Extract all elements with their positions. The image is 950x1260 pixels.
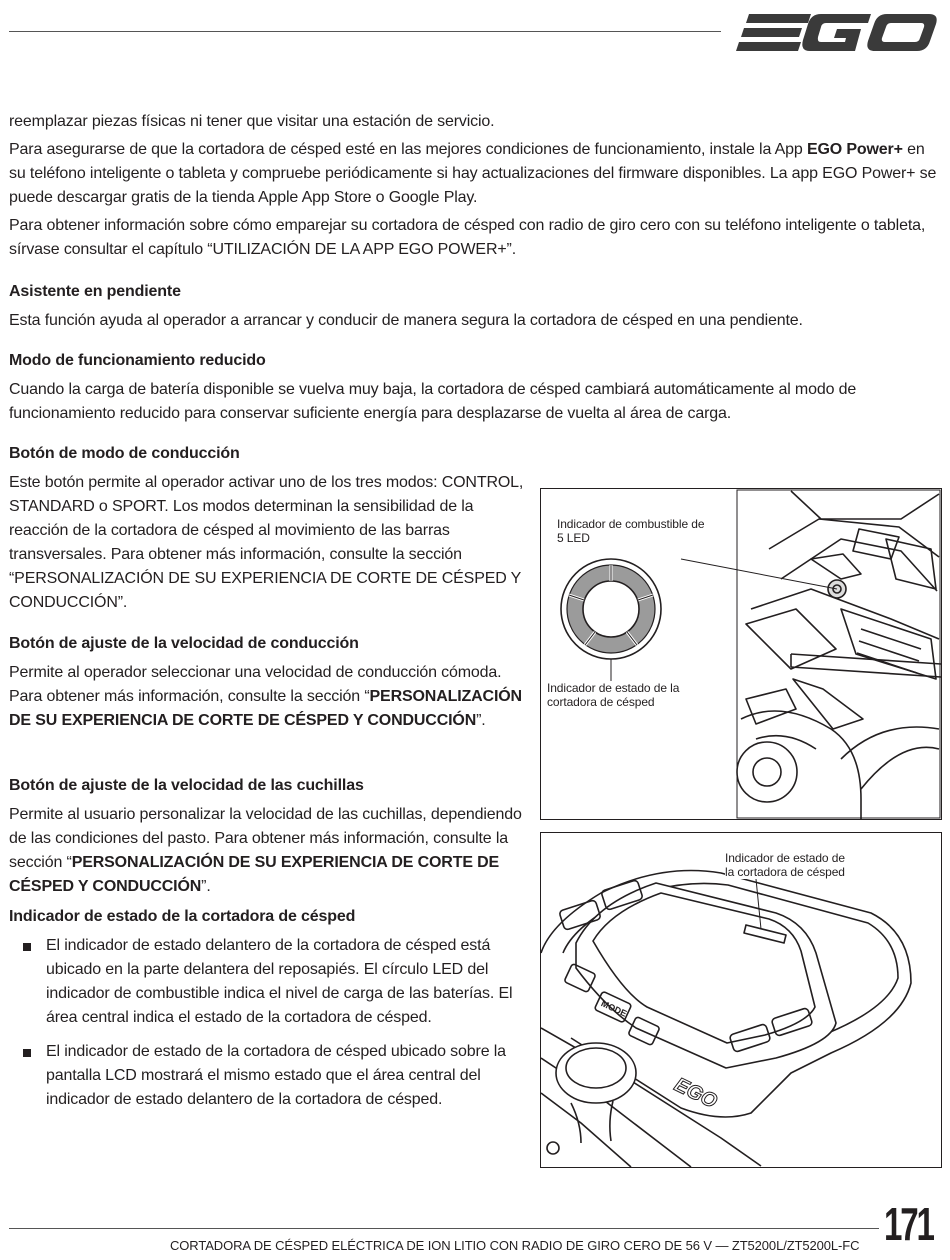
drive-speed-text-c: ”.	[476, 712, 486, 729]
body-drive-speed	[9, 661, 524, 733]
page-number: 171	[884, 1198, 933, 1250]
body-blade-speed	[9, 803, 524, 899]
footer-rule	[9, 1228, 879, 1229]
callout-status-label: Indicador de estado de la cortadora de césped	[547, 681, 697, 709]
header-rule	[9, 31, 721, 32]
body-slope-assist: Esta función ayuda al operador a arrancar y conducir de manera segura la cortadora de césped en una pendiente.	[9, 312, 803, 329]
intro-paragraph-1: reemplazar piezas físicas ni tener que visitar una estación de servicio.	[9, 113, 495, 130]
figure-front-status-indicator	[540, 488, 942, 820]
callout-lcd-status-label: Indicador de estado de la cortadora de césped	[725, 851, 855, 879]
console-ego-logo: EGO	[670, 1073, 721, 1113]
figure-lcd-status-indicator	[540, 832, 942, 1168]
mode-button-label: MODE	[599, 998, 629, 1019]
intro-p2-text-c: en su teléfono inteligente o tableta y compruebe periódicamente si hay actualizaciones del firmware disponibles. La app EGO Power+ se puede descargar gratis de la tienda Apple App Store o Google Play.	[9, 141, 937, 206]
intro-paragraph-3: Para obtener información sobre cómo emparejar su cortadora de césped con radio de giro cero con su teléfono inteligente o tableta, sírvase consultar el capítulo “UTILIZACIÓN DE LA APP EGO POWER+”.	[9, 217, 926, 258]
heading-slope-assist: Asistente en pendiente	[9, 283, 181, 300]
intro-paragraph-2	[9, 138, 941, 210]
drive-speed-reference: PERSONALIZACIÓN DE SU EXPERIENCIA DE CORTE DE CÉSPED Y CONDUCCIÓN	[9, 688, 522, 729]
heading-drive-mode: Botón de modo de conducción	[9, 445, 240, 462]
bullet-square-icon	[23, 943, 31, 951]
intro-p2-text-a: Para asegurarse de que la cortadora de césped esté en las mejores condiciones de funcionamiento, instale la App	[9, 141, 807, 158]
callout-fuel-gauge-label: Indicador de combustible de 5 LED	[557, 517, 707, 545]
footer-product-name: CORTADORA DE CÉSPED ELÉCTRICA DE ION LITIO CON RADIO DE GIRO CERO DE 56 V — ZT5200L/ZT5200L-FC	[170, 1238, 860, 1253]
blade-speed-text-a: Permite al usuario personalizar la velocidad de las cuchillas, dependiendo de las condiciones del pasto. Para obtener más información, consulte la sección “	[9, 806, 522, 871]
drive-speed-text-a: Permite al operador seleccionar una velocidad de conducción cómoda. Para obtener más información, consulte la sección “	[9, 664, 502, 705]
blade-speed-reference: PERSONALIZACIÓN DE SU EXPERIENCIA DE CORTE DE CÉSPED Y CONDUCCIÓN	[9, 854, 500, 895]
bullet-square-icon	[23, 1049, 31, 1057]
heading-reduced-mode: Modo de funcionamiento reducido	[9, 352, 266, 369]
body-reduced-mode: Cuando la carga de batería disponible se vuelva muy baja, la cortadora de césped cambiará automáticamente al modo de funcionamiento reducido para conservar suficiente energía para desplazarse de vuelta al área de carga.	[9, 381, 857, 422]
status-bullet-text: El indicador de estado delantero de la cortadora de césped está ubicado en la parte delantera del reposapiés. El círculo LED del indicador de combustible indica el nivel de carga de las baterías. El área central indica el estado de la cortadora de césped.	[46, 937, 513, 1026]
status-bullet-item	[9, 934, 529, 1030]
body-drive-mode: Este botón permite al operador activar uno de los tres modos: CONTROL, STANDARD o SPORT. Los modos determinan la sensibilidad de la reacción de la cortadora de césped al movimiento de las barras transversales. Para obtener más información, consulte la sección “PERSONALIZACIÓN DE SU EXPERIENCIA DE CORTE DE CÉSPED Y CONDUCCIÓN”.	[9, 474, 524, 611]
intro-text	[9, 110, 941, 262]
status-bullet-list	[9, 934, 529, 1112]
figure-lcd-illustration	[541, 833, 941, 1167]
led-ring-icon	[561, 559, 661, 659]
blade-speed-text-c: ”.	[201, 878, 211, 895]
heading-status-indicator: Indicador de estado de la cortadora de césped	[9, 908, 356, 925]
status-bullet-text: El indicador de estado de la cortadora de césped ubicado sobre la pantalla LCD mostrará el mismo estado que el área central del indicador de estado delantero de la cortadora de césped.	[46, 1043, 506, 1108]
status-bullet-item	[9, 1040, 529, 1112]
intro-p2-app-name: EGO Power+	[806, 141, 903, 158]
heading-drive-speed: Botón de ajuste de la velocidad de conducción	[9, 635, 359, 652]
ego-logo	[735, 8, 941, 56]
heading-blade-speed: Botón de ajuste de la velocidad de las cuchillas	[9, 777, 364, 794]
